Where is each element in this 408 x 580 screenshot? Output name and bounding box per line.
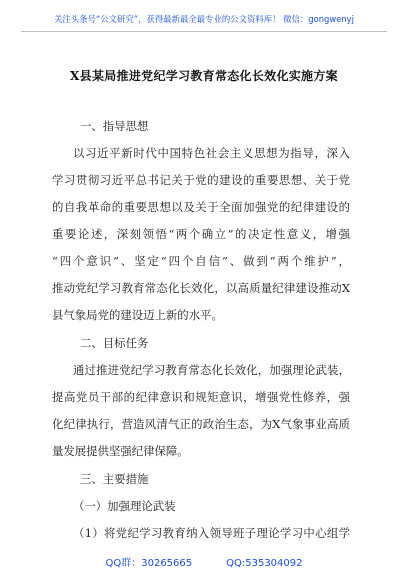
section-heading-measures: 三、主要措施 [80,472,149,486]
paragraph-line: 的自我革命的重要思想以及关于全面加强党的纪律建设的 [52,200,350,214]
section-heading-guiding-thought: 一、指导思想 [80,119,149,133]
paragraph-line: 提高党员干部的纪律意识和规矩意识，增强党性修养，强 [52,390,350,404]
paragraph-line: 县气象局党的建设迈上新的水平。 [52,308,223,322]
contact-footer [0,554,408,569]
section-heading-goals: 二、目标任务 [80,336,149,350]
paragraph-line: 通过推进党纪学习教育常态化长效化，加强理论武装， [73,363,350,377]
header-divider [21,31,387,32]
qq-contact-number: QQ:535304092 [226,558,303,569]
paragraph-line: 重要论述，深刻领悟“两个确立”的决定性意义，增强 [52,227,350,241]
paragraph-line: “四个意识”、坚定“四个自信”、做到“两个维护”， [52,254,350,268]
promo-banner-text: 关注头条号“公文研究”，获得最新最全最专业的公文资料库！ 微信：gongwenyj [54,14,354,24]
paragraph-line: 量发展提供坚强纪律保障。 [52,444,189,458]
top-banner [0,0,408,40]
paragraph-line: 学习贯彻习近平总书记关于党的建设的重要思想、关于党 [52,173,350,187]
paragraph-line: 以习近平新时代中国特色社会主义思想为指导，深入 [73,146,350,160]
subsection-heading-theory: （一）加强理论武装 [73,499,176,513]
document-title: X县某局推进党纪学习教育常态化长效化实施方案 [70,69,338,83]
paragraph-line: （1）将党纪学习教育纳入领导班子理论学习中心组学 [73,526,350,540]
qq-group-number: QQ群：30265665 [105,558,193,569]
paragraph-line: 推动党纪学习教育常态化长效化，以高质量纪律建设推动X [52,281,350,295]
paragraph-line: 化纪律执行，营造风清气正的政治生态，为X气象事业高质 [52,417,350,431]
